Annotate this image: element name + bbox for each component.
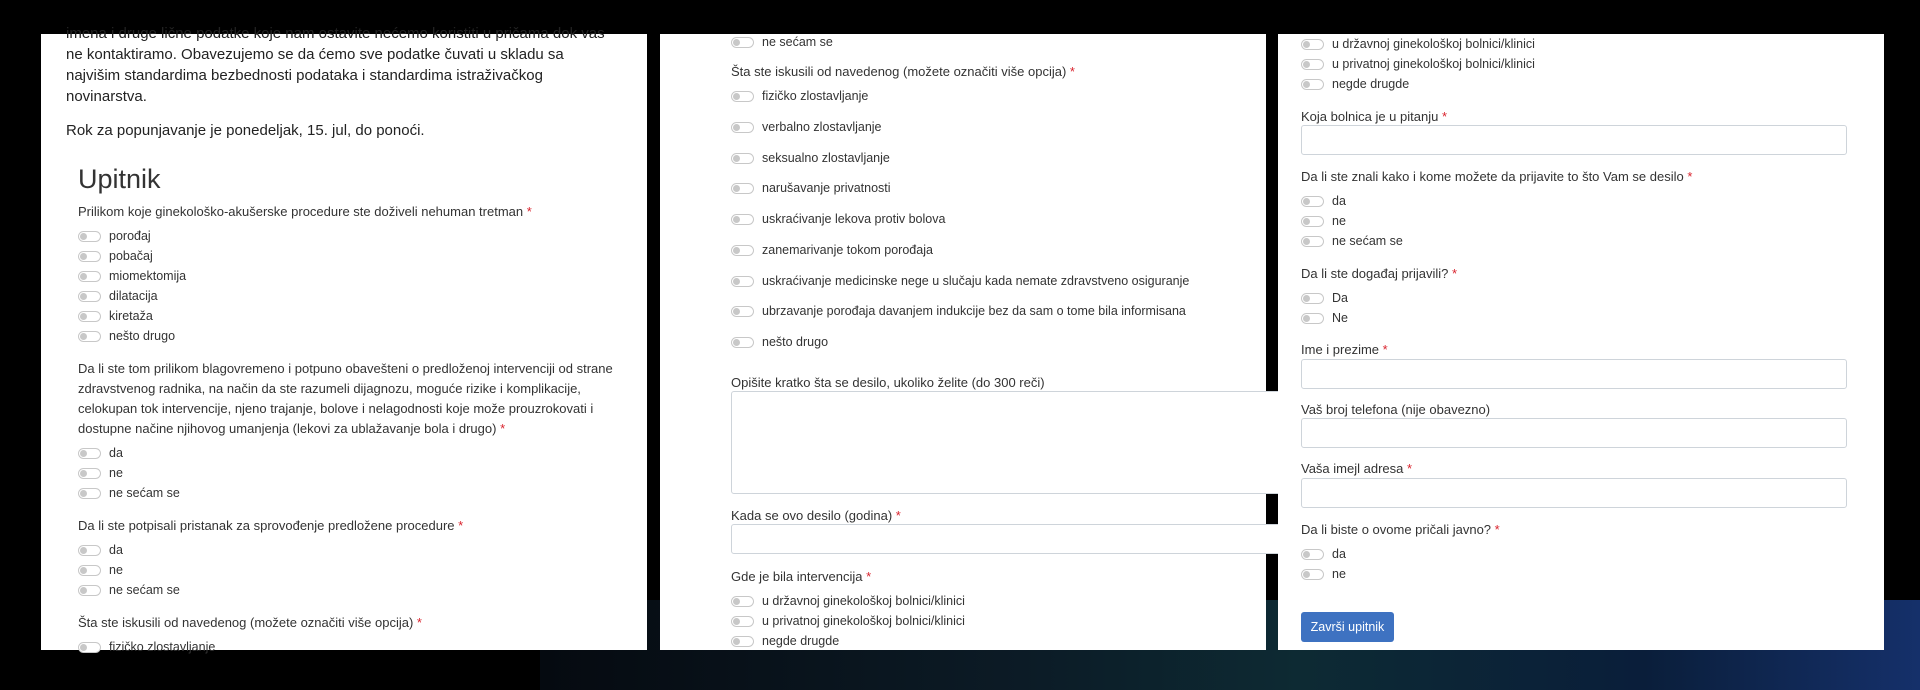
option-label: fizičko zlostavljanje (109, 640, 216, 654)
radio-option[interactable] (78, 485, 180, 501)
checkbox-option[interactable] (731, 88, 868, 104)
question-label: Da li ste događaj prijavili? (1301, 266, 1449, 281)
radio-option[interactable] (78, 308, 153, 324)
required-marker: * (1441, 109, 1448, 124)
question-label: Šta ste iskusili od navedenog (možete označiti više opcija) (78, 615, 414, 630)
question-label: Ime i prezime (1301, 342, 1380, 357)
required-marker: * (1407, 461, 1413, 476)
toggle-switch[interactable] (78, 565, 101, 576)
option-label: u državnoj ginekološkoj bolnici/klinici (1332, 37, 1535, 51)
required-marker: * (500, 421, 506, 436)
radio-option[interactable] (1301, 566, 1346, 582)
required-marker: * (1687, 169, 1693, 184)
option-label: ne sećam se (109, 583, 180, 597)
question-hospital (1301, 107, 1447, 127)
describe-textarea[interactable] (731, 391, 1291, 494)
toggle-switch[interactable] (1301, 79, 1324, 90)
radio-option[interactable] (731, 593, 965, 609)
option-label: da (1332, 194, 1346, 208)
name-input[interactable] (1301, 359, 1847, 389)
toggle-switch[interactable] (1301, 236, 1324, 247)
toggle-switch[interactable] (731, 153, 754, 164)
option-label: kiretaža (109, 309, 153, 323)
toggle-switch[interactable] (731, 306, 754, 317)
checkbox-option[interactable] (731, 273, 1189, 289)
radio-option[interactable] (1301, 213, 1346, 229)
required-marker: * (1069, 64, 1075, 79)
required-marker: * (1452, 266, 1458, 281)
question-line: Da li ste tom prilikom blagovremeno i potpuno obavešteni o predloženoj intervenciji od strane (78, 361, 613, 376)
toggle-switch[interactable] (78, 642, 101, 653)
radio-option[interactable] (78, 445, 123, 461)
form-panel-middle[interactable] (660, 34, 1266, 650)
toggle-switch[interactable] (78, 311, 101, 322)
phone-input[interactable] (1301, 418, 1847, 448)
option-label: ne (109, 563, 123, 577)
question-label: Šta ste iskusili od navedenog (možete označiti više opcija) (731, 64, 1067, 79)
option-label: seksualno zlostavljanje (762, 151, 890, 165)
option-label: uskraćivanje lekova protiv bolova (762, 212, 946, 226)
intro-line: najvišim standardima bezbednosti podataka i standardima istraživačkog (66, 67, 543, 84)
toggle-switch[interactable] (78, 448, 101, 459)
radio-option[interactable] (78, 465, 123, 481)
option-label: zanemarivanje tokom porođaja (762, 243, 933, 257)
option-label: nešto drugo (762, 335, 829, 349)
radio-option[interactable] (78, 248, 153, 264)
toggle-switch[interactable] (731, 245, 754, 256)
question-line: zdravstvenog radnika, na način da ste razumeli dijagnozu, moguće rizike i komplikacije, (78, 381, 581, 396)
email-input[interactable] (1301, 478, 1847, 508)
radio-option[interactable] (78, 542, 123, 558)
radio-option[interactable] (731, 613, 965, 629)
radio-option[interactable] (731, 34, 833, 50)
radio-option[interactable] (78, 562, 123, 578)
toggle-switch[interactable] (78, 251, 101, 262)
question-public (1301, 520, 1500, 540)
question-label: Vaša imejl adresa (1301, 461, 1404, 476)
option-label: Da (1332, 291, 1348, 305)
toggle-switch[interactable] (1301, 313, 1324, 324)
option-label: porođaj (109, 229, 151, 243)
checkbox-option[interactable] (731, 334, 828, 350)
toggle-switch[interactable] (78, 585, 101, 596)
option-label: ne sećam se (109, 486, 180, 500)
radio-option[interactable] (78, 288, 158, 304)
checkbox-option[interactable] (731, 211, 945, 227)
option-label: ne (109, 466, 123, 480)
checkbox-option[interactable] (731, 242, 933, 258)
toggle-switch[interactable] (731, 616, 754, 627)
question-experienced (731, 62, 1075, 82)
option-label: nešto drugo (109, 329, 176, 343)
option-label: uskraćivanje medicinske nege u slučaju kada nemate zdravstveno osiguranje (762, 274, 1190, 288)
required-marker: * (526, 204, 532, 219)
option-label: ne sećam se (1332, 234, 1403, 248)
required-marker: * (895, 508, 901, 523)
option-label: da (1332, 547, 1346, 561)
question-experienced (78, 613, 422, 633)
toggle-switch[interactable] (731, 596, 754, 607)
radio-option[interactable] (1301, 290, 1348, 306)
deadline-text: Rok za popunjavanje je ponedeljak, 15. jul, do ponoći. (66, 122, 425, 139)
option-label: ne (1332, 567, 1346, 581)
required-marker: * (416, 615, 422, 630)
question-email (1301, 459, 1412, 479)
option-label: pobačaj (109, 249, 153, 263)
toggle-switch[interactable] (731, 276, 754, 287)
option-label: fizičko zlostavljanje (762, 89, 869, 103)
toggle-switch[interactable] (1301, 59, 1324, 70)
question-label: Da li ste znali kako i kome možete da prijavite to što Vam se desilo (1301, 169, 1684, 184)
option-label: negde drugde (762, 634, 840, 648)
required-marker: * (458, 518, 464, 533)
question-label: Da li ste potpisali pristanak za sprovođenje predložene procedure (78, 518, 455, 533)
hospital-input[interactable] (1301, 125, 1847, 155)
toggle-switch[interactable] (1301, 216, 1324, 227)
toggle-switch[interactable] (731, 636, 754, 647)
toggle-switch[interactable] (1301, 569, 1324, 580)
required-marker: * (1494, 522, 1500, 537)
question-report-knowledge (1301, 167, 1692, 187)
question-line: dostupne načine njihovog umanjenja (lekovi za ublažavanje bola i drugo) (78, 421, 497, 436)
question-label: Da li biste o ovome pričali javno? (1301, 522, 1492, 537)
option-label: u privatnoj ginekološkoj bolnici/klinici (1332, 57, 1535, 71)
option-label: verbalno zlostavljanje (762, 120, 882, 134)
question-informed (78, 359, 638, 439)
question-when (731, 506, 901, 526)
option-label: ne (1332, 214, 1346, 228)
question-line: celokupan tok intervencije, njeno trajanje, bolove i nelagodnosti koje može prouzrokovati i (78, 401, 594, 416)
describe-label: Opišite kratko šta se desilo, ukoliko želite (do 300 reči) (731, 375, 1045, 390)
checkbox-option[interactable] (78, 639, 215, 655)
option-label: negde drugde (1332, 77, 1410, 91)
intro-line: imena i druge lične podatke koje nam ostavite nećemo koristiti u pričama dok vas (66, 25, 605, 42)
option-label: u privatnoj ginekološkoj bolnici/klinici (762, 614, 965, 628)
question-where (731, 567, 871, 587)
intro-text (66, 23, 626, 107)
radio-option[interactable] (731, 633, 839, 649)
intro-line: ne kontaktiramo. Obavezujemo se da ćemo sve podatke čuvati u skladu sa (66, 46, 564, 63)
radio-option[interactable] (1301, 233, 1403, 249)
phone-label: Vaš broj telefona (nije obavezno) (1301, 402, 1491, 417)
toggle-switch[interactable] (78, 271, 101, 282)
toggle-switch[interactable] (731, 214, 754, 225)
intro-line: novinarstva. (66, 88, 147, 105)
toggle-switch[interactable] (1301, 293, 1324, 304)
toggle-switch[interactable] (78, 545, 101, 556)
required-marker: * (866, 569, 872, 584)
toggle-switch[interactable] (1301, 549, 1324, 560)
checkbox-option[interactable] (731, 150, 890, 166)
toggle-switch[interactable] (1301, 196, 1324, 207)
option-label: miomektomija (109, 269, 187, 283)
toggle-switch[interactable] (731, 91, 754, 102)
question-consent (78, 516, 463, 536)
toggle-switch[interactable] (78, 468, 101, 479)
toggle-switch[interactable] (731, 337, 754, 348)
required-marker: * (1382, 342, 1388, 357)
radio-option[interactable] (78, 582, 180, 598)
question-name (1301, 340, 1388, 360)
radio-option[interactable] (78, 228, 151, 244)
radio-option[interactable] (1301, 56, 1535, 72)
toggle-switch[interactable] (78, 291, 101, 302)
checkbox-option[interactable] (731, 180, 891, 196)
toggle-switch[interactable] (731, 37, 754, 48)
option-label: u državnoj ginekološkoj bolnici/klinici (762, 594, 965, 608)
toggle-switch[interactable] (731, 183, 754, 194)
question-reported (1301, 264, 1457, 284)
toggle-switch[interactable] (78, 331, 101, 342)
toggle-switch[interactable] (78, 488, 101, 499)
form-panel-right[interactable] (1278, 34, 1884, 650)
question-label: Kada se ovo desilo (godina) (731, 508, 893, 523)
toggle-switch[interactable] (1301, 39, 1324, 50)
question-label: Gde je bila intervencija (731, 569, 863, 584)
option-label: ne sećam se (762, 35, 833, 49)
radio-option[interactable] (1301, 310, 1348, 326)
form-panel-left[interactable] (41, 25, 647, 654)
question-procedure (78, 202, 532, 222)
checkbox-option[interactable] (731, 303, 1186, 319)
radio-option[interactable] (78, 268, 186, 284)
radio-option[interactable] (78, 328, 175, 344)
radio-option[interactable] (1301, 76, 1409, 92)
checkbox-option[interactable] (731, 119, 882, 135)
option-label: da (109, 543, 123, 557)
option-label: dilatacija (109, 289, 158, 303)
radio-option[interactable] (1301, 546, 1346, 562)
submit-button[interactable]: Završi upitnik (1301, 612, 1394, 642)
option-label: ubrzavanje porođaja davanjem indukcije bez da sam o tome bila informisana (762, 304, 1186, 318)
radio-option[interactable] (1301, 36, 1535, 52)
radio-option[interactable] (1301, 193, 1346, 209)
question-label: Koja bolnica je u pitanju (1301, 109, 1439, 124)
option-label: narušavanje privatnosti (762, 181, 891, 195)
toggle-switch[interactable] (731, 122, 754, 133)
toggle-switch[interactable] (78, 231, 101, 242)
option-label: Ne (1332, 311, 1348, 325)
page-title: Upitnik (78, 164, 161, 194)
year-input[interactable] (731, 524, 1291, 554)
option-label: da (109, 446, 123, 460)
question-label: Prilikom koje ginekološko-akušerske procedure ste doživeli nehuman tretman (78, 204, 524, 219)
